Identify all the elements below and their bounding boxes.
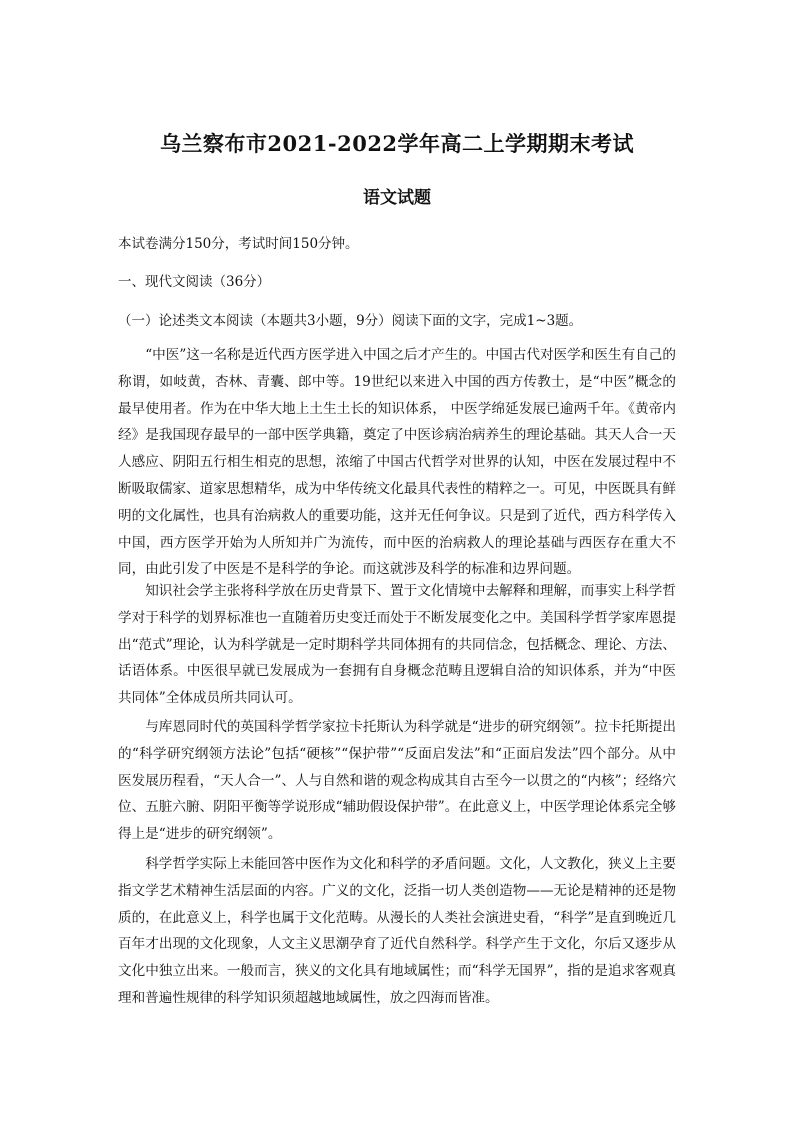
exam-title: 乌兰察布市2021-2022学年高二上学期期末考试 xyxy=(159,131,635,156)
exam-subtitle: 语文试题 xyxy=(363,188,431,208)
subsection-heading: （一）论述类文本阅读（本题共3小题，9分）阅读下面的文字，完成1~3题。 xyxy=(118,313,583,329)
reading-paragraph-2: 知识社会学主张将科学放在历史背景下、置于文化情境中去解释和理解，而事实上科学哲学对于科学的划界标准也一直随着历史变迁而处于不断发展变化之中。美国科学哲学家库恩提出“范式”理论，认为科学就是一定时期科学共同体拥有的共同信念，包括概念、理论、方法、话语体系。中医很早就已发展成为一套拥有自身概念范畴且逻辑自洽的知识体系，并为“中医共同体”全体成员所共同认可。 xyxy=(118,583,676,707)
section-heading: 一、现代文阅读（36分） xyxy=(118,274,271,290)
reading-paragraph-4: 科学哲学实际上未能回答中医作为文化和科学的矛盾问题。文化，人文教化，狭义上主要指文学艺术精神生活层面的内容。广义的文化，泛指一切人类创造物——无论是精神的还是物质的，在此意义上，科学也属于文化范畴。从漫长的人类社会演进史看，“科学”是直到晚近几百年才出现的文化现象，人文主义思潮孕育了近代自然科学。科学产生于文化，尔后又逐步从文化中独立出来。一般而言，狭义的文化具有地域属性；而“科学无国界”，指的是追求客观真理和普遍性规律的科学知识须超越地域属性，放之四海而皆准。 xyxy=(118,856,676,1006)
exam-instructions: 本试卷满分150分，考试时间150分钟。 xyxy=(118,236,359,252)
reading-paragraph-1: “中医”这一名称是近代西方医学进入中国之后才产生的。中国古代对医学和医生有自己的称谓，如岐黄，杏林、青囊、郎中等。19世纪以来进入中国的西方传教士，是“中医”概念的最早使用者。作为在中华大地上土生土长的知识体系， 中医学绵延发展已逾两千年。《黄帝内经》是我国现存最早的一部中医学典籍，奠定了中医诊病治病养生的理论基础。其天人合一天人感应、阴阳五行相生相克的思想，浓缩了中国古代哲学对世界的认知，中医在发展过程中不断吸取儒家、道家思想精华，成为中华传统文化最具代表性的精粹之一。可见，中医既具有鲜明的文化属性，也具有治病救人的重要功能，这并无任何争议。只是到了近代，西方科学传入中国，西方医学开始为人所知并广为流传，而中医的治病救人的理论基础与西医存在重大不同，由此引发了中医是不是科学的争论。而这就涉及科学的标准和边界问题。 xyxy=(118,347,676,578)
reading-paragraph-3: 与库恩同时代的英国科学哲学家拉卡托斯认为科学就是“进步的研究纲领”。拉卡托斯提出的“科学研究纲领方法论”包括“硬核”“保护带”“反面启发法”和“正面启发法”四个部分。从中医发展历程看，“天人合一”、人与自然和谐的观念构成其自古至今一以贯之的“内核”；经络穴位、五脏六腑、阴阳平衡等学说形成“辅助假设保护带”。在此意义上，中医学理论体系完全够得上是“进步的研究纲领”。 xyxy=(118,719,676,843)
